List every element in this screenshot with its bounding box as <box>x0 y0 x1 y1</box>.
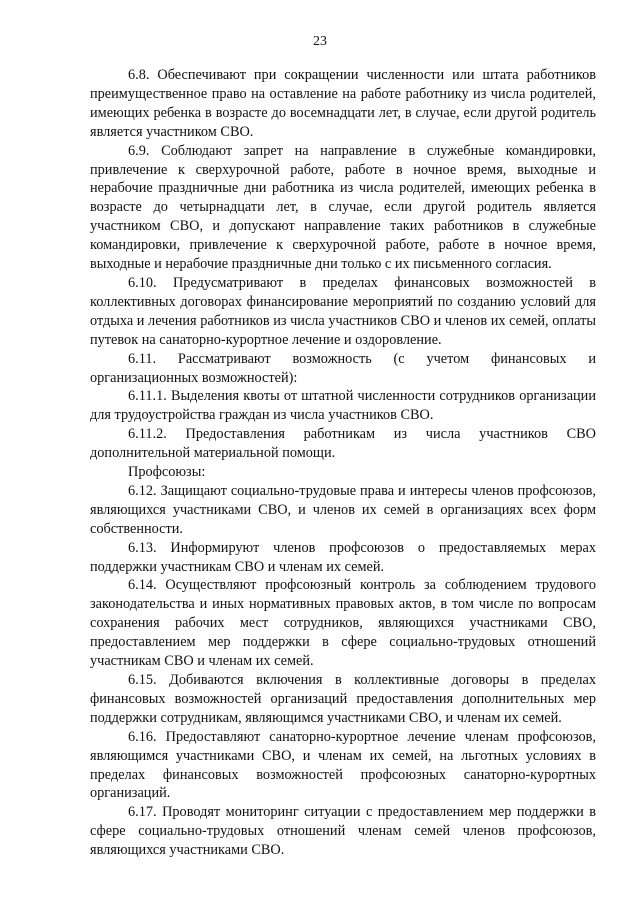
paragraph-6-14: 6.14. Осуществляют профсоюзный контроль за соблюдением трудового законодательства и иных нормативных правовых актов, в том числе по вопросам сохранения рабочих мест сотрудников, являющихся участниками СВО, предоставлением мер поддержки в сфере социально-трудовых отношений участникам СВО и членам их семей. <box>90 577 596 670</box>
paragraph-6-8: 6.8. Обеспечивают при сокращении численности или штата работников преимущественное право на оставление на работе работнику из числа родителей, имеющих ребенка в возрасте до восемнадцати лет, в случае, если другой родитель является участником СВО. <box>90 67 596 140</box>
paragraph-6-16: 6.16. Предоставляют санаторно-курортное лечение членам профсоюзов, являющимся участниками СВО, и членам их семей, на льготных условиях в пределах финансовых возможностей профсоюзных санаторно-курортных организаций. <box>90 728 596 802</box>
paragraph-6-11-2: 6.11.2. Предоставления работникам из числа участников СВО дополнительной материальной помощи. <box>90 426 596 462</box>
paragraph-6-10: 6.10. Предусматривают в пределах финансовых возможностей в коллективных договорах финансирование мероприятий по созданию условий для отдыха и лечения работников из числа участников СВО и членов их семей, оплаты путевок на санаторно-курортное лечение и оздоровление. <box>90 274 596 348</box>
document-body <box>90 66 596 860</box>
paragraph-6-13: 6.13. Информируют членов профсоюзов о предоставляемых мерах поддержки участникам СВО и членам их семей. <box>90 539 596 575</box>
paragraph-6-12: 6.12. Защищают социально-трудовые права и интересы членов профсоюзов, являющихся участниками СВО, и членов их семей в организациях всех форм собственности. <box>90 482 596 537</box>
paragraph-6-11: 6.11. Рассматривают возможность (с учетом финансовых и организационных возможностей): <box>90 350 596 386</box>
paragraph-6-11-1: 6.11.1. Выделения квоты от штатной численности сотрудников организации для трудоустройства граждан из числа участников СВО. <box>90 388 596 424</box>
paragraph-6-17: 6.17. Проводят мониторинг ситуации с предоставлением мер поддержки в сфере социально-трудовых отношений членам семей членов профсоюзов, являющихся участниками СВО. <box>90 804 596 859</box>
paragraph-6-15: 6.15. Добиваются включения в коллективные договоры в пределах финансовых возможностей организаций предоставления дополнительных мер поддержки сотрудникам, являющимся участниками СВО, и членам их семей. <box>90 672 596 726</box>
page-number: 23 <box>313 34 327 49</box>
section-heading-trade-unions: Профсоюзы: <box>128 464 206 481</box>
paragraph-6-9: 6.9. Соблюдают запрет на направление в служебные командировки, привлечение к сверхурочной работе, работе в ночное время, выходные и нерабочие праздничные дни работника из числа родителей, имеющих ребенка в возрасте до четырнадцати лет, в случае, если другой родитель является участником СВО, и допускают направление таких работников в служебные командировки, привлечение к сверхурочной работе, работе в ночное время, выходные и нерабочие праздничные дни только с их письменного согласия. <box>90 142 596 273</box>
